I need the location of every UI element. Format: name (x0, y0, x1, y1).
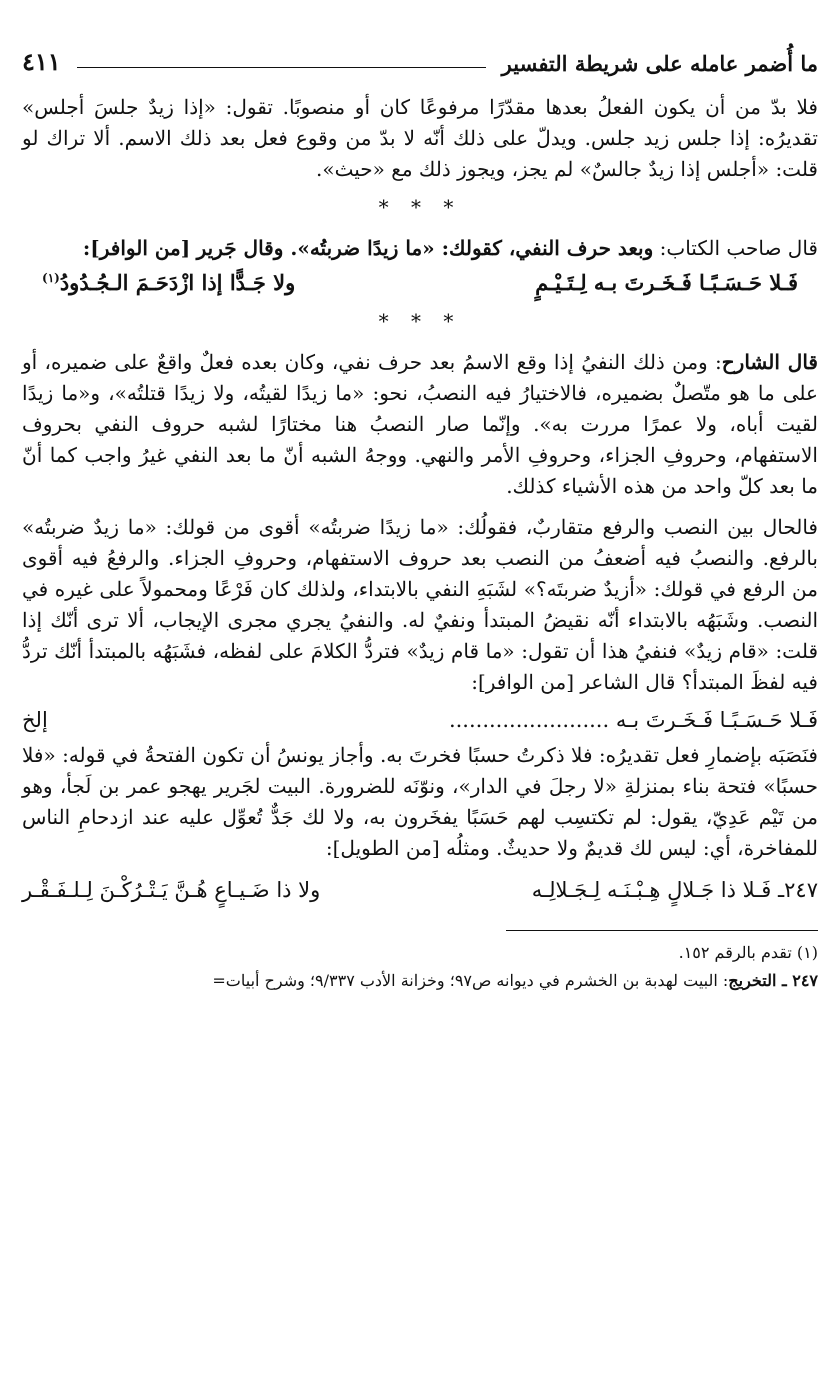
footnote-247-lead: ٢٤٧ ـ التخريج (728, 971, 818, 990)
verse-1-second-text: ولا جَـدًّا إذا ازْدَحَـمَ الـجُـدُودُ (59, 270, 296, 295)
footnote-marker: (١) (42, 271, 60, 285)
page-header (22, 30, 818, 82)
commentator-lead: قال الشارح (721, 350, 818, 374)
paragraph-author-quote (22, 233, 818, 264)
paragraph-commentary (22, 347, 818, 502)
verse-247-first-hemistich: ٢٤٧ـ فَـلا ذا جَـلالٍ هِـبْـنَـه لِـجَـلالِـه (531, 878, 818, 902)
verse-247 (22, 864, 818, 908)
verse-2 (22, 698, 818, 740)
book-page (22, 30, 818, 995)
verse-247-second-hemistich: ولا ذا ضَـيـاعٍ هُـنَّ يَـتْـرُكْـنَ لِـلـفَـقْـر (22, 878, 321, 902)
paragraph-4: فالحال بين النصب والرفع متقاربٌ، فقولُك: «ما زيدًا ضربتُه» أقوى من قولك: «ما زيدٌ ضربتُه» بالرفع. والنصبُ فيه أضعفُ من النصب بعد حروف الاستفهام، وحروفِ الجزاء. والرفعُ فيه أقوى من الرفع في قولك: «أزيدٌ ضربتَه؟» لشَبَهِ النفي بالابتداء، ولذلك كان فَرْعًا ومحمولاً على غيره في النصب. وشَبَهُه بالابتداء أنّه نقيضُ المبتدأ ونفيٌ له. والنفيُ يجري مجرى الإيجاب، ألا ترى أنّك إذا قلت: «قام زيدٌ» فنفيُ هذا أن تقول: «ما قام زيدٌ» فتردُّ الكلامَ على لفظه، فشَبَهُه بالمبتدأ أنّك تردُّ فيه لفظَ المبتدأ؟ قال الشاعر [من الوافر]: (22, 515, 818, 694)
page-number: ٤١١ (22, 47, 61, 76)
section-divider-stars: * * * (378, 195, 462, 219)
footnote-separator (506, 930, 818, 931)
verse-1-second-hemistich (42, 270, 295, 295)
author-text: وبعد حرف النفي، كقولك: «ما زيدًا ضربتُه». وقال جَرير (196, 236, 654, 260)
running-title: ما أُضمر عامله على شريطة التفسير (501, 51, 818, 76)
author-lead: قال صاحب الكتاب: (653, 236, 818, 260)
footnote-247 (22, 967, 818, 995)
header-rule (77, 67, 486, 68)
commentary-text: : ومن ذلك النفيُ إذا وقع الاسمُ بعد حرف نفي، وكان بعده فعلٌ واقعٌ على ضميره، أو على ما هو متّصلٌ بضميره، فالاختيارُ فيه النصبُ، نحو: «ما زيدًا لقيتُه، ولا زيدًا قتلتُه»، و«ما زيدًا لقيت أباه، ولا عمرًا مررت به». وإنّما صار النصبُ هنا مختارًا لشبه حروف النفي بحروف الاستفهام، وحروفِ الجزاء، وحروفِ الأمر والنهي. ووجهُ الشبه أنّ ما بعد النفي غيرُ واجب كما أنّ ما بعد كلّ واحد من هذه الأشياء كذلك. (22, 350, 818, 498)
section-divider-stars-2: * * * (378, 309, 462, 333)
footnote-247-text: : البيت لهدبة بن الخشرم في ديوانه ص٩٧؛ وخزانة الأدب ٩/٣٣٧؛ وشرح أبيات= (212, 971, 729, 990)
verse-2-first-hemistich: فَـلا حَـسَـبًـا فَـخَـرتَ بـه ........................ (448, 708, 818, 732)
footnote-1: (١) تقدم بالرقم ١٥٢. (678, 943, 818, 962)
paragraph-5: فنَصَبَه بإضمارِ فعل تقديرُه: فلا ذكرتُ حسبًا فخرتَ به. وأجاز يونسُ أن تكون الفتحةُ في قوله: «فلا حسبًا» فتحة بناء بمنزلةِ «لا رجلَ في الدار»، ونوّنَه للضرورة. البيت لجَرير يهجو عمر بن لَجأ، وهو من تَيْم عَدِيّ، يقول: لم تكتسِب لهم حَسَبًا يفخَرون به، ولا لك جَدٌّ تُعوِّل عليه عند ازدحامِ الناس للمفاخرة، أي: ليس لك قديمٌ ولا حديثٌ. ومثلُه [من الطويل]: (22, 743, 818, 860)
paragraph-1: فلا بدّ من أن يكون الفعلُ بعدها مقدّرًا مرفوعًا كان أو منصوبًا. تقول: «إذا زيدٌ جلسَ أجلس» تقديرُه: إذا جلس زيد جلس. ويدلّ على ذلك أنّه لا بدّ من وقوع فعل بعد ذلك الاسم. ألا تراك لو قلت: «أجلس إذا زيدٌ جالسٌ» لم يجز، ويجوز ذلك مع «حيث». (22, 95, 818, 181)
meter-label: [من الوافر]: (82, 236, 191, 260)
verse-2-etc: إلخ (22, 708, 48, 732)
verse-1-first-hemistich: فَـلا حَـسَـبًـا فَـخَـرتَ بـه لِـتَـيْـمٍ (535, 270, 798, 295)
verse-1 (22, 264, 818, 299)
